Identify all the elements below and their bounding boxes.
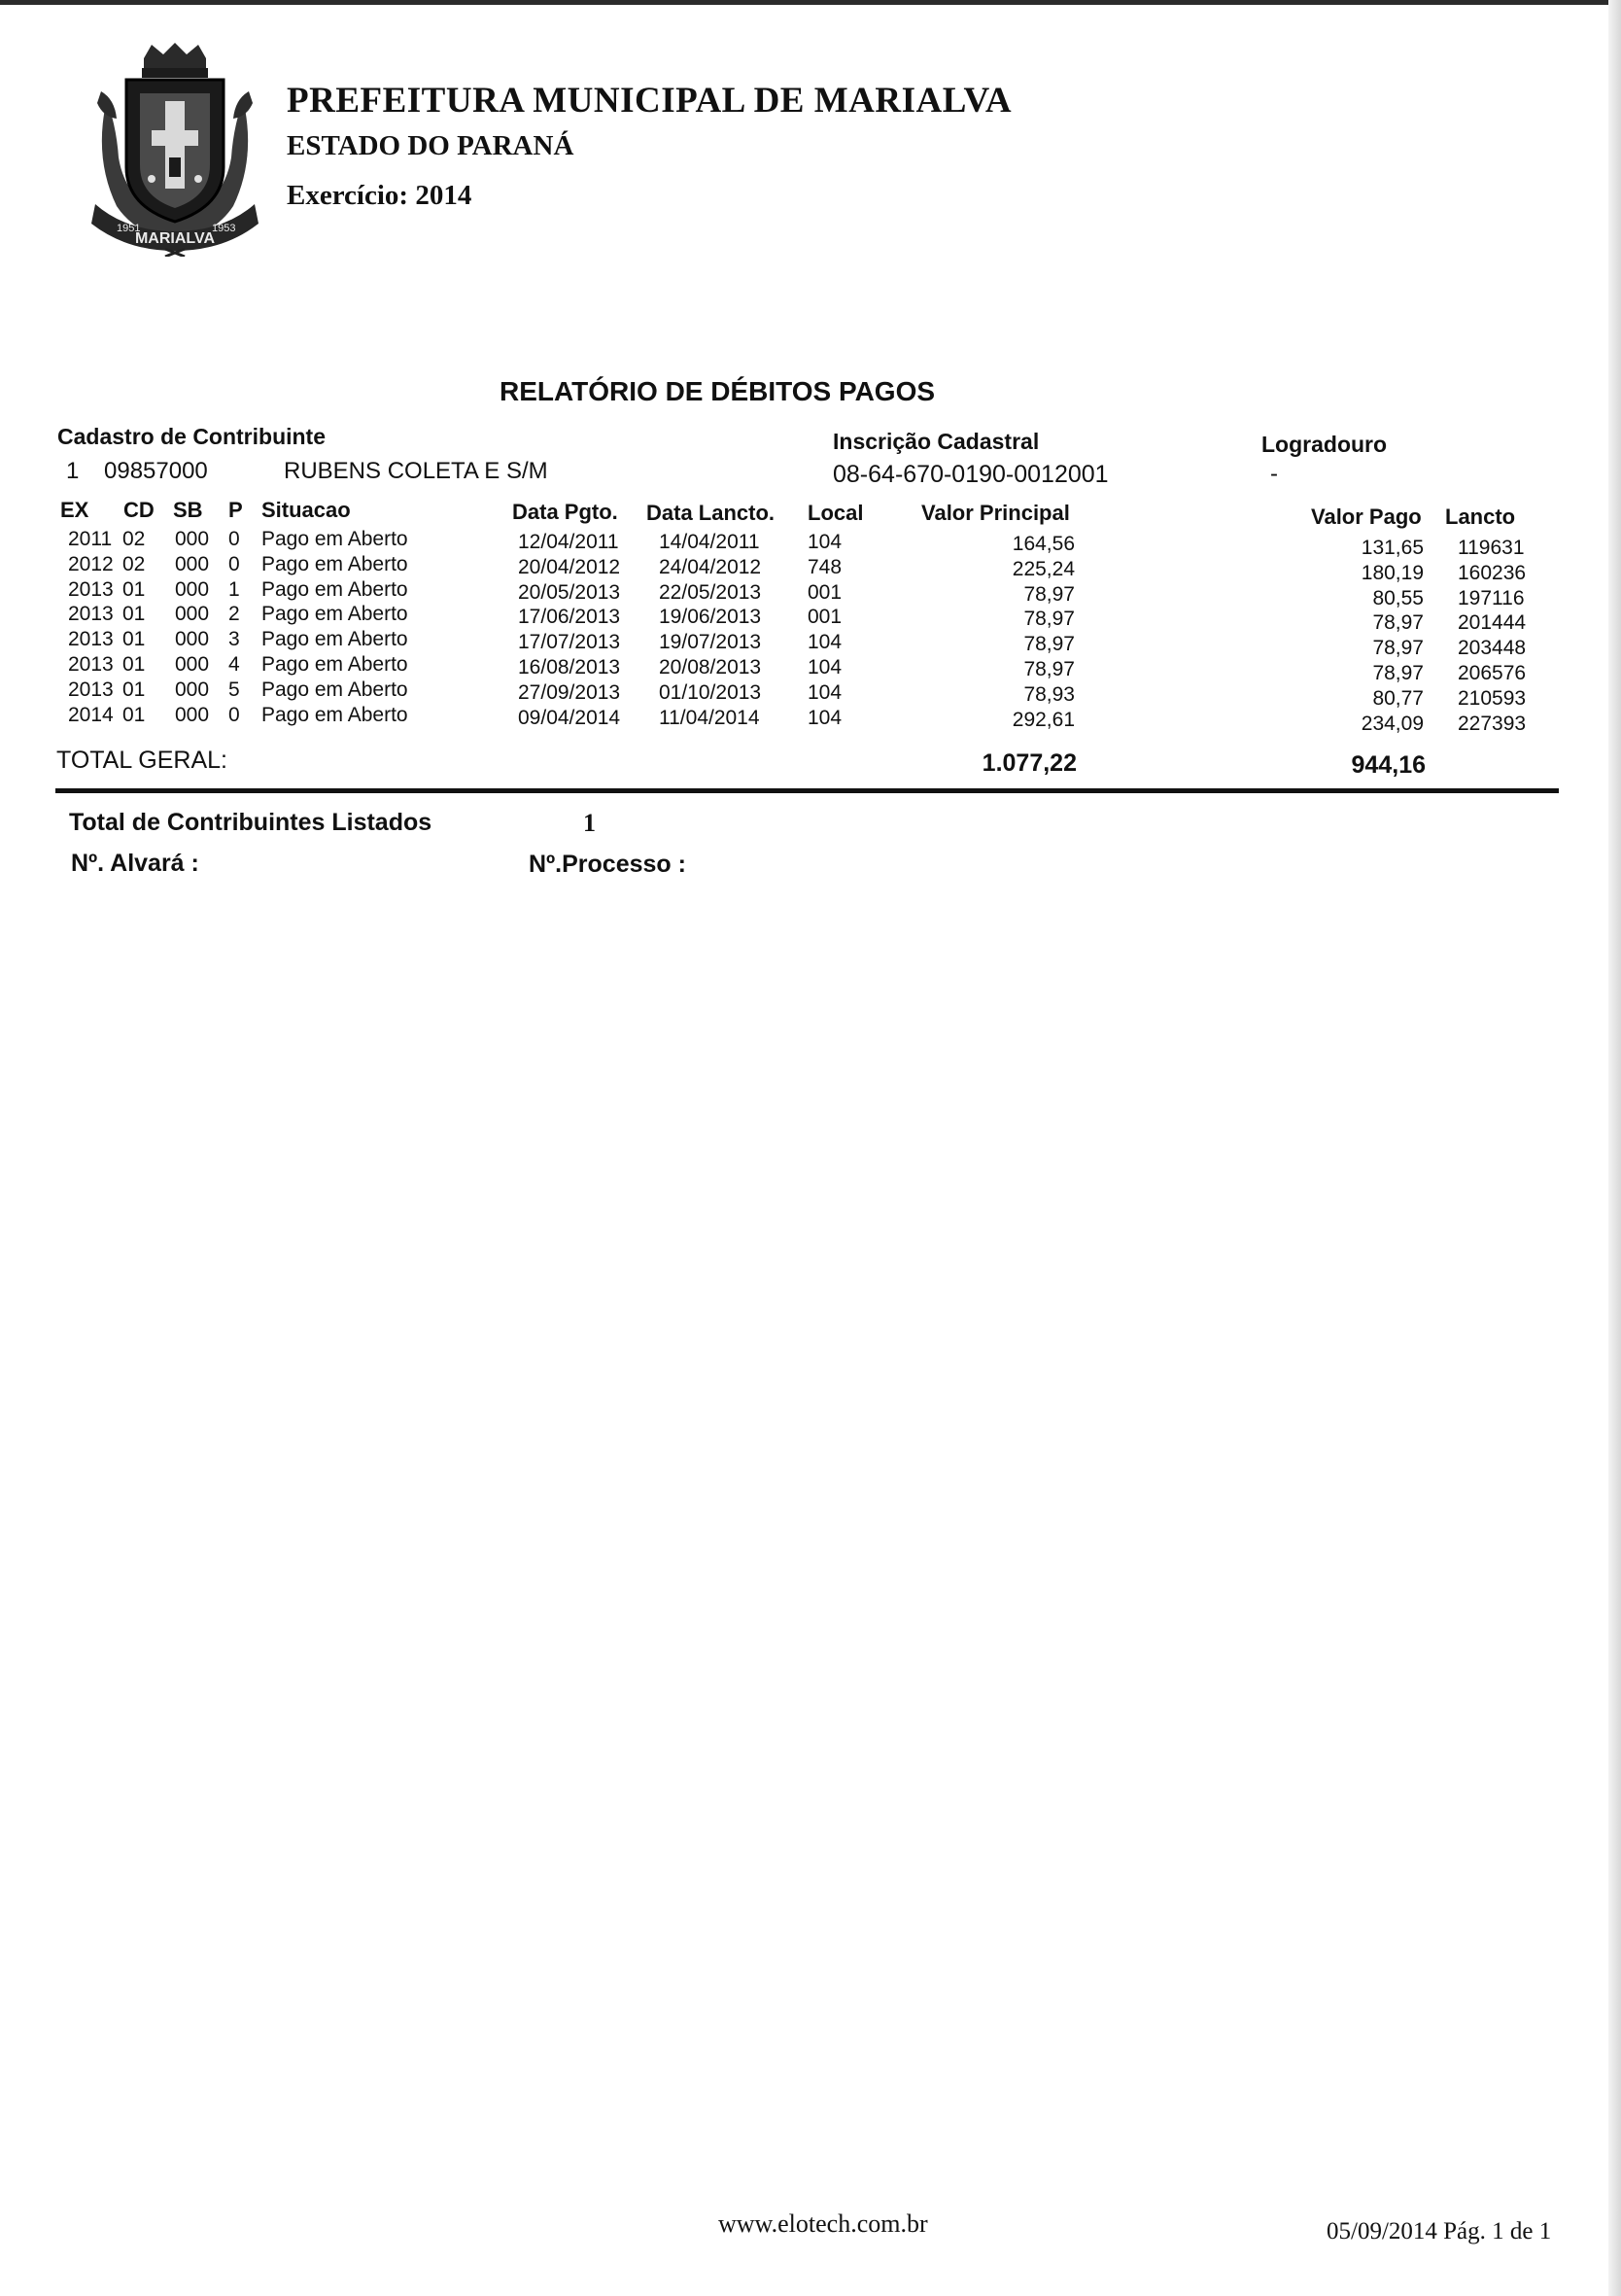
cell-principal: 78,97 bbox=[1023, 582, 1075, 606]
col-header-ex: EX bbox=[60, 498, 89, 522]
cell-situation: Pago em Aberto bbox=[261, 653, 408, 676]
crest-year-left: 1951 bbox=[117, 223, 141, 234]
footer-date-page: 05/09/2014 Pág. 1 de 1 bbox=[1327, 2218, 1552, 2244]
cell-paid: 80,55 bbox=[1372, 586, 1424, 609]
cell-situation: Pago em Aberto bbox=[261, 603, 408, 626]
cell-launch-date: 24/04/2012 bbox=[659, 555, 762, 578]
cell-ex: 2013 bbox=[68, 603, 114, 626]
cell-payment-date: 16/08/2013 bbox=[518, 656, 621, 678]
cell-launch: 197116 bbox=[1458, 586, 1525, 609]
scan-border-right bbox=[1608, 0, 1621, 2296]
street-value: - bbox=[1270, 461, 1278, 487]
col-header-cd: CD bbox=[123, 498, 155, 522]
cell-p: 2 bbox=[228, 603, 240, 626]
cell-paid: 180,19 bbox=[1361, 561, 1424, 584]
cell-launch: 201444 bbox=[1458, 611, 1527, 635]
cell-paid: 78,97 bbox=[1372, 611, 1424, 635]
taxpayer-label: Cadastro de Contribuinte bbox=[57, 424, 327, 449]
cell-p: 3 bbox=[228, 628, 240, 651]
taxpayer-index: 1 bbox=[66, 458, 80, 484]
col-header-payment-date: Data Pgto. bbox=[512, 500, 618, 524]
cell-principal: 78,97 bbox=[1023, 658, 1075, 680]
cell-paid: 80,77 bbox=[1372, 686, 1424, 710]
cell-local: 104 bbox=[808, 656, 843, 678]
col-header-p: P bbox=[228, 498, 243, 522]
cell-paid: 234,09 bbox=[1361, 712, 1424, 735]
cell-p: 5 bbox=[228, 678, 240, 701]
cell-launch-date: 22/05/2013 bbox=[659, 580, 762, 604]
cell-ex: 2013 bbox=[68, 653, 114, 676]
footer-url: www.elotech.com.br bbox=[718, 2209, 928, 2238]
registration-label: Inscrição Cadastral bbox=[833, 429, 1040, 454]
registration-number: 08-64-670-0190-0012001 bbox=[833, 461, 1109, 488]
total-principal: 1.077,22 bbox=[982, 749, 1077, 777]
cell-ex: 2012 bbox=[68, 552, 114, 575]
taxpayer-count-label: Total de Contribuintes Listados bbox=[69, 809, 432, 836]
cell-cd: 01 bbox=[122, 603, 146, 626]
cell-local: 104 bbox=[808, 631, 843, 654]
crest-year-right: 1953 bbox=[212, 223, 236, 234]
cell-principal: 292,61 bbox=[1012, 708, 1075, 731]
cell-sb: 000 bbox=[175, 653, 210, 676]
col-header-sb: SB bbox=[173, 498, 203, 522]
cell-ex: 2013 bbox=[68, 628, 114, 651]
cell-sb: 000 bbox=[175, 703, 210, 726]
cell-p: 4 bbox=[228, 653, 240, 676]
cell-cd: 02 bbox=[122, 528, 146, 550]
cell-cd: 01 bbox=[122, 628, 146, 651]
cell-situation: Pago em Aberto bbox=[261, 552, 408, 575]
cell-situation: Pago em Aberto bbox=[261, 703, 408, 726]
cell-paid: 78,97 bbox=[1372, 662, 1424, 684]
cell-launch: 210593 bbox=[1458, 686, 1527, 710]
cell-situation: Pago em Aberto bbox=[261, 528, 408, 550]
exercise-label: Exercício: bbox=[287, 180, 409, 211]
cell-principal: 78,93 bbox=[1023, 682, 1075, 706]
cell-launch-date: 14/04/2011 bbox=[659, 531, 760, 553]
alvara-label: Nº. Alvará : bbox=[71, 850, 199, 877]
municipal-crest-icon bbox=[87, 41, 262, 257]
col-header-paid: Valor Pago bbox=[1311, 504, 1422, 529]
cell-ex: 2013 bbox=[68, 577, 114, 601]
crest-banner-text: MARIALVA bbox=[134, 230, 216, 247]
cell-payment-date: 09/04/2014 bbox=[518, 706, 621, 729]
cell-principal: 164,56 bbox=[1012, 533, 1075, 555]
cell-p: 0 bbox=[228, 703, 240, 726]
taxpayer-count: 1 bbox=[583, 809, 596, 837]
state-name: ESTADO DO PARANÁ bbox=[287, 130, 574, 161]
cell-cd: 01 bbox=[122, 703, 146, 726]
cell-launch-date: 20/08/2013 bbox=[659, 656, 762, 678]
cell-launch: 203448 bbox=[1458, 637, 1527, 660]
col-header-situation: Situacao bbox=[261, 498, 351, 522]
cell-p: 1 bbox=[228, 577, 240, 601]
cell-payment-date: 20/04/2012 bbox=[518, 555, 621, 578]
cell-payment-date: 20/05/2013 bbox=[518, 580, 621, 604]
col-header-launch: Lancto bbox=[1445, 504, 1516, 529]
cell-launch: 119631 bbox=[1458, 537, 1525, 559]
cell-ex: 2011 bbox=[68, 528, 113, 550]
exercise-line bbox=[287, 180, 471, 212]
cell-paid: 78,97 bbox=[1372, 637, 1424, 660]
total-paid: 944,16 bbox=[1351, 751, 1426, 779]
cell-sb: 000 bbox=[175, 552, 210, 575]
report-title: RELATÓRIO DE DÉBITOS PAGOS bbox=[500, 376, 936, 406]
municipality-title: PREFEITURA MUNICIPAL DE MARIALVA bbox=[287, 81, 1013, 121]
cell-local: 104 bbox=[808, 680, 843, 704]
cell-cd: 01 bbox=[122, 678, 146, 701]
process-label: Nº.Processo : bbox=[529, 851, 686, 878]
exercise-year: 2014 bbox=[415, 180, 472, 211]
cell-principal: 78,97 bbox=[1023, 633, 1075, 656]
taxpayer-code: 09857000 bbox=[104, 458, 208, 484]
cell-paid: 131,65 bbox=[1361, 537, 1424, 559]
cell-cd: 01 bbox=[122, 577, 146, 601]
taxpayer-name: RUBENS COLETA E S/M bbox=[284, 458, 548, 484]
cell-launch-date: 01/10/2013 bbox=[659, 680, 762, 704]
total-divider bbox=[55, 788, 1559, 793]
cell-payment-date: 17/07/2013 bbox=[518, 631, 621, 654]
cell-ex: 2014 bbox=[68, 703, 114, 726]
cell-local: 001 bbox=[808, 606, 843, 629]
cell-ex: 2013 bbox=[68, 678, 114, 701]
cell-local: 104 bbox=[808, 706, 843, 729]
cell-p: 0 bbox=[228, 528, 240, 550]
cell-sb: 000 bbox=[175, 577, 210, 601]
col-header-principal: Valor Principal bbox=[921, 501, 1070, 525]
cell-sb: 000 bbox=[175, 603, 210, 626]
cell-p: 0 bbox=[228, 552, 240, 575]
cell-cd: 02 bbox=[122, 552, 146, 575]
cell-payment-date: 12/04/2011 bbox=[518, 531, 619, 553]
cell-launch-date: 19/07/2013 bbox=[659, 631, 762, 654]
cell-cd: 01 bbox=[122, 653, 146, 676]
cell-principal: 225,24 bbox=[1012, 557, 1075, 580]
cell-launch: 206576 bbox=[1458, 662, 1527, 684]
scan-border-top bbox=[0, 0, 1621, 5]
cell-payment-date: 17/06/2013 bbox=[518, 606, 621, 629]
cell-local: 104 bbox=[808, 531, 843, 553]
cell-situation: Pago em Aberto bbox=[261, 628, 408, 651]
cell-sb: 000 bbox=[175, 678, 210, 701]
col-header-local: Local bbox=[808, 501, 864, 525]
cell-launch-date: 11/04/2014 bbox=[659, 706, 760, 729]
cell-launch: 160236 bbox=[1458, 561, 1527, 584]
cell-sb: 000 bbox=[175, 628, 210, 651]
cell-sb: 000 bbox=[175, 528, 210, 550]
cell-launch: 227393 bbox=[1458, 712, 1527, 735]
cell-local: 748 bbox=[808, 555, 843, 578]
cell-principal: 78,97 bbox=[1023, 608, 1075, 631]
cell-situation: Pago em Aberto bbox=[261, 577, 408, 601]
street-label: Logradouro bbox=[1261, 432, 1388, 457]
total-label: TOTAL GERAL: bbox=[56, 747, 227, 774]
col-header-launch-date: Data Lancto. bbox=[646, 501, 776, 525]
cell-launch-date: 19/06/2013 bbox=[659, 606, 762, 629]
cell-local: 001 bbox=[808, 580, 843, 604]
cell-situation: Pago em Aberto bbox=[261, 678, 408, 701]
cell-payment-date: 27/09/2013 bbox=[518, 680, 621, 704]
